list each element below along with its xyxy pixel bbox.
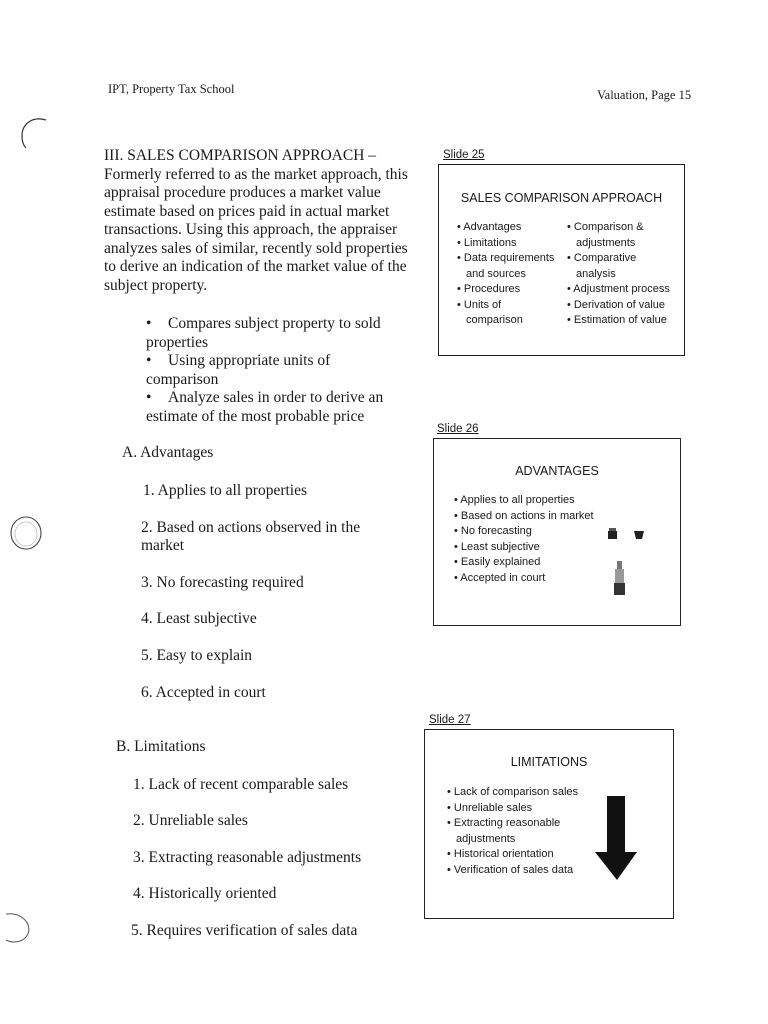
list-item: 2. Based on actions observed in the market — [141, 519, 361, 554]
list-item: • Data requirements — [457, 252, 555, 264]
list-item: adjustments — [576, 236, 636, 249]
header-page-number: Valuation, Page 15 — [597, 88, 692, 102]
slide-27 — [424, 729, 674, 919]
list-item: • Comparison & — [567, 221, 644, 233]
list-item: • Estimation of value — [567, 314, 667, 326]
slide-title: ADVANTAGES — [515, 464, 599, 478]
slide-25 — [438, 164, 685, 356]
slide-27-label: Slide 27 — [429, 714, 471, 726]
list-item: • Lack of comparison sales — [447, 786, 579, 798]
list-item: 3. Extracting reasonable adjustments — [133, 849, 362, 866]
slide-25-left-list — [457, 220, 554, 329]
list-item: • Procedures — [457, 283, 521, 295]
list-item: 4. Historically oriented — [133, 885, 277, 902]
list-item: 4. Least subjective — [141, 610, 257, 627]
list-item: • Unreliable sales — [447, 801, 533, 814]
list-item: 6. Accepted in court — [141, 684, 266, 701]
advantages-heading: A. Advantages — [122, 444, 214, 461]
list-item: • Based on actions in market — [454, 509, 594, 522]
list-item: comparison — [466, 314, 523, 326]
limitations-heading: B. Limitations — [116, 738, 206, 755]
list-item: • Comparative — [567, 252, 637, 264]
list-item: 5. Requires verification of sales data — [131, 922, 358, 939]
hole-punch-mark-top — [18, 114, 48, 150]
list-item: • Easily explained — [454, 556, 541, 568]
section-heading: III. SALES COMPARISON APPROACH – — [104, 147, 377, 164]
slide-title: LIMITATIONS — [510, 755, 588, 769]
list-item: and sources — [466, 267, 526, 280]
list-item: analysis — [576, 267, 616, 280]
slide-26-list — [454, 493, 594, 586]
list-item: • Limitations — [457, 236, 517, 249]
slide-25-label: Slide 25 — [443, 149, 485, 161]
list-item: • Using appropriate units of comparison — [146, 352, 331, 388]
slide-26-label: Slide 26 — [437, 423, 479, 435]
list-item: • Compares subject property to sold properties — [146, 315, 381, 351]
list-item: • Verification of sales data — [447, 863, 574, 876]
down-arrow-icon — [593, 794, 641, 882]
slide-25-right-list — [567, 220, 670, 329]
slide-26 — [433, 438, 681, 626]
intro-bullet-list — [146, 315, 396, 426]
list-item: • Adjustment process — [567, 283, 670, 295]
list-item: 5. Easy to explain — [141, 647, 253, 664]
list-item: 1. Applies to all properties — [143, 482, 308, 499]
list-item: 3. No forecasting required — [141, 574, 304, 591]
list-item: • Advantages — [457, 221, 522, 233]
list-item: • Least subjective — [454, 540, 540, 553]
list-item: 2. Unreliable sales — [133, 812, 248, 829]
slide-title: SALES COMPARISON APPROACH — [460, 191, 663, 205]
list-item: • No forecasting — [454, 525, 532, 537]
list-item: • Analyze sales in order to derive an estimate of the most probable price — [146, 389, 384, 425]
intro-body: Formerly referred to as the market approach, this appraisal procedure produces a market value estimate based on prices paid in actual market transactions. Using this approach, the appraiser analyzes sales of similar, recently sold properties to derive an indication of the market value of the subject property. — [104, 165, 408, 294]
list-item: 1. Lack of recent comparable sales — [133, 776, 349, 793]
list-item: adjustments — [456, 832, 516, 845]
list-item: • Historical orientation — [447, 848, 554, 860]
header-course-title: IPT, Property Tax School — [108, 82, 235, 96]
hole-punch-mark-bottom — [2, 910, 36, 946]
scales-clipart-icon — [604, 525, 654, 605]
intro-paragraph — [104, 147, 409, 295]
hole-punch-mark-middle — [8, 514, 44, 552]
list-item: • Applies to all properties — [454, 494, 575, 506]
slide-27-list — [447, 785, 578, 878]
list-item: • Units of — [457, 298, 502, 311]
list-item: • Extracting reasonable — [447, 817, 561, 829]
list-item: • Derivation of value — [567, 298, 666, 311]
list-item: • Accepted in court — [454, 571, 546, 584]
